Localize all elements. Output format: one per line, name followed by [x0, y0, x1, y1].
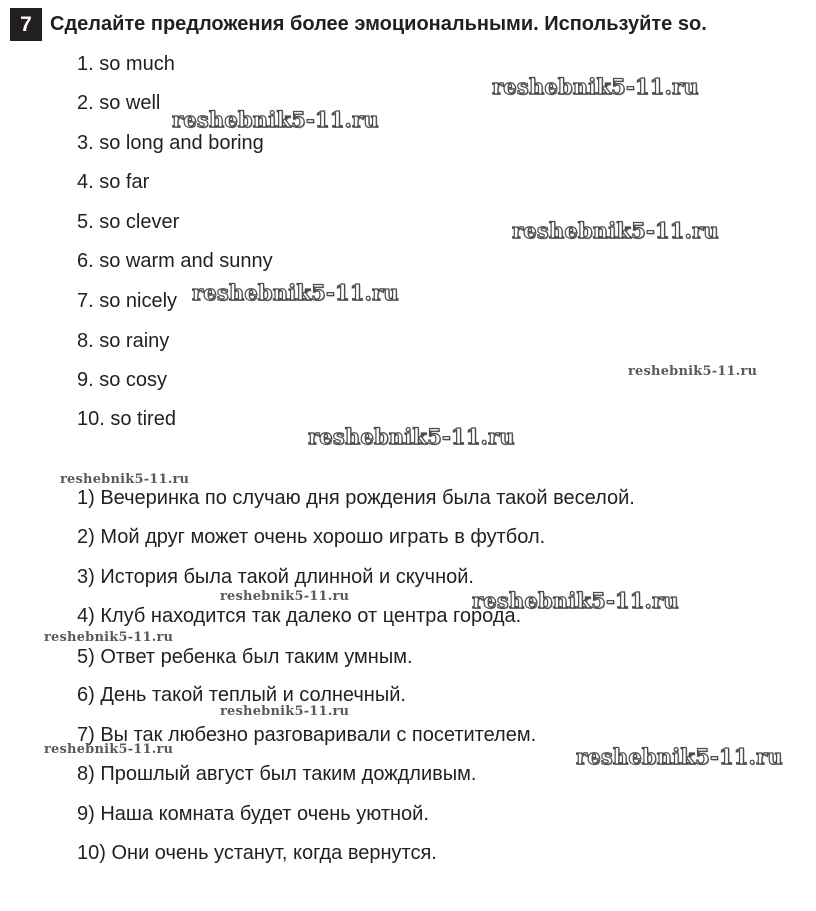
watermark: reshebnik5-11.ru — [628, 364, 758, 379]
watermark: reshebnik5-11.ru — [172, 107, 379, 132]
answer-item: 7. so nicely — [77, 290, 178, 312]
watermark: reshebnik5-11.ru — [44, 742, 174, 757]
watermark: reshebnik5-11.ru — [492, 74, 699, 99]
translation-item: 5) Ответ ребенка был таким умным. — [77, 646, 413, 668]
answer-item: 3. so long and boring — [77, 132, 264, 154]
translation-item: 8) Прошлый август был таким дождливым. — [77, 763, 477, 785]
translation-item: 3) История была такой длинной и скучной. — [77, 566, 474, 588]
translation-item: 4) Клуб находится так далеко от центра города. — [77, 605, 522, 627]
answer-item: 5. so clever — [77, 211, 180, 233]
watermark: reshebnik5-11.ru — [192, 280, 399, 305]
watermark: reshebnik5-11.ru — [220, 589, 350, 604]
answer-item: 9. so cosy — [77, 369, 168, 391]
answer-item: 6. so warm and sunny — [77, 250, 273, 272]
translation-item: 1) Вечеринка по случаю дня рождения была такой веселой. — [77, 487, 635, 509]
answer-item: 8. so rainy — [77, 330, 170, 352]
translation-item: 10) Они очень устанут, когда вернутся. — [77, 842, 437, 864]
translation-item: 7) Вы так любезно разговаривали с посетителем. — [77, 724, 537, 746]
task-instruction: Сделайте предложения более эмоциональными. Используйте so. — [50, 13, 707, 35]
watermark: reshebnik5-11.ru — [220, 704, 350, 719]
watermark: reshebnik5-11.ru — [44, 630, 174, 645]
watermark: reshebnik5-11.ru — [512, 218, 719, 243]
watermark: reshebnik5-11.ru — [308, 424, 515, 449]
answer-item: 10. so tired — [77, 408, 176, 430]
translation-item: 6) День такой теплый и солнечный. — [77, 684, 406, 706]
answer-item: 4. so far — [77, 171, 150, 193]
translation-item: 9) Наша комната будет очень уютной. — [77, 803, 429, 825]
watermark: reshebnik5-11.ru — [576, 744, 783, 769]
task-number-badge: 7 — [10, 8, 42, 41]
answer-item: 2. so well — [77, 92, 161, 114]
translation-item: 2) Мой друг может очень хорошо играть в футбол. — [77, 526, 546, 548]
watermark: reshebnik5-11.ru — [60, 472, 190, 487]
watermark: reshebnik5-11.ru — [472, 588, 679, 613]
answer-item: 1. so much — [77, 53, 175, 75]
